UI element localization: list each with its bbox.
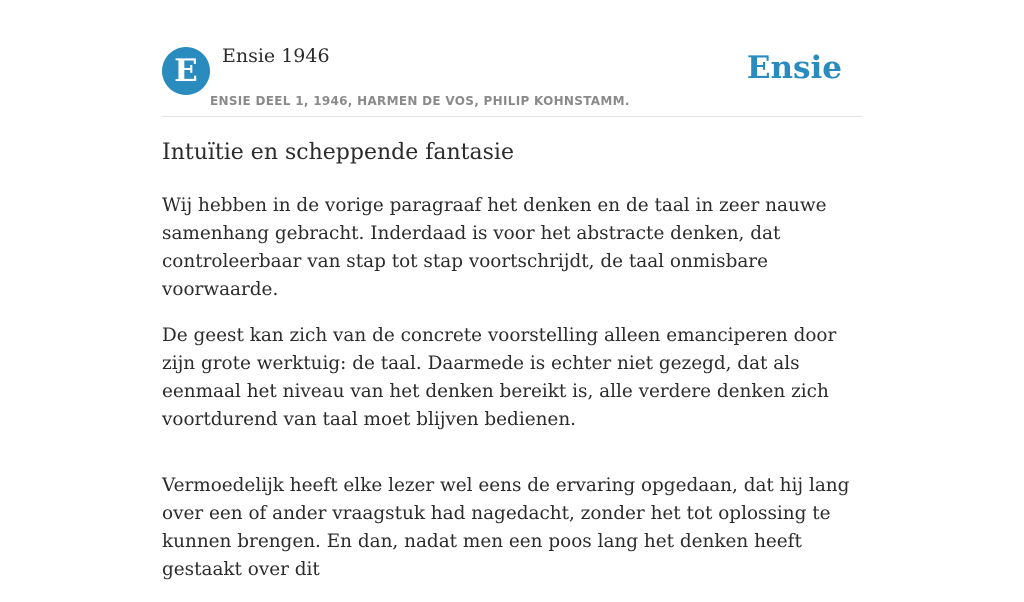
article-title: Intuïtie en scheppende fantasie [162,140,514,165]
source-subtitle: ENSIE DEEL 1, 1946, HARMEN DE VOS, PHILIP KOHNSTAMM. [210,94,630,108]
site-header [162,0,862,117]
paragraph: Wij hebben in de vorige paragraaf het denken en de taal in zeer nauwe samenhang gebracht. Inderdaad is voor het abstracte denken, dat controleerbaar van stap tot stap voortschrijdt, de taal onmisbare voorwaarde. [162,195,827,300]
article-page [162,0,862,580]
ensie-logo-icon[interactable]: E [162,47,210,95]
paragraph: Vermoedelijk heeft elke lezer wel eens de ervaring opgedaan, dat hij lang over een of ander vraagstuk had nagedacht, zonder het tot oplossing te kunnen brengen. En dan, nadat men een poos lang het denken heeft gestaakt over dit [162,475,850,580]
source-title[interactable]: Ensie 1946 [222,45,330,67]
brand-logo[interactable]: Ensie [746,50,842,86]
article-body [162,192,862,602]
paragraph: De geest kan zich van de concrete voorstelling alleen emanciperen door zijn grote werktuig: de taal. Daarmede is echter niet gezegd, dat als eenmaal het niveau van het denken bereikt is, alle verdere denken zich voortdurend van taal moet blijven bedienen. [162,325,837,430]
